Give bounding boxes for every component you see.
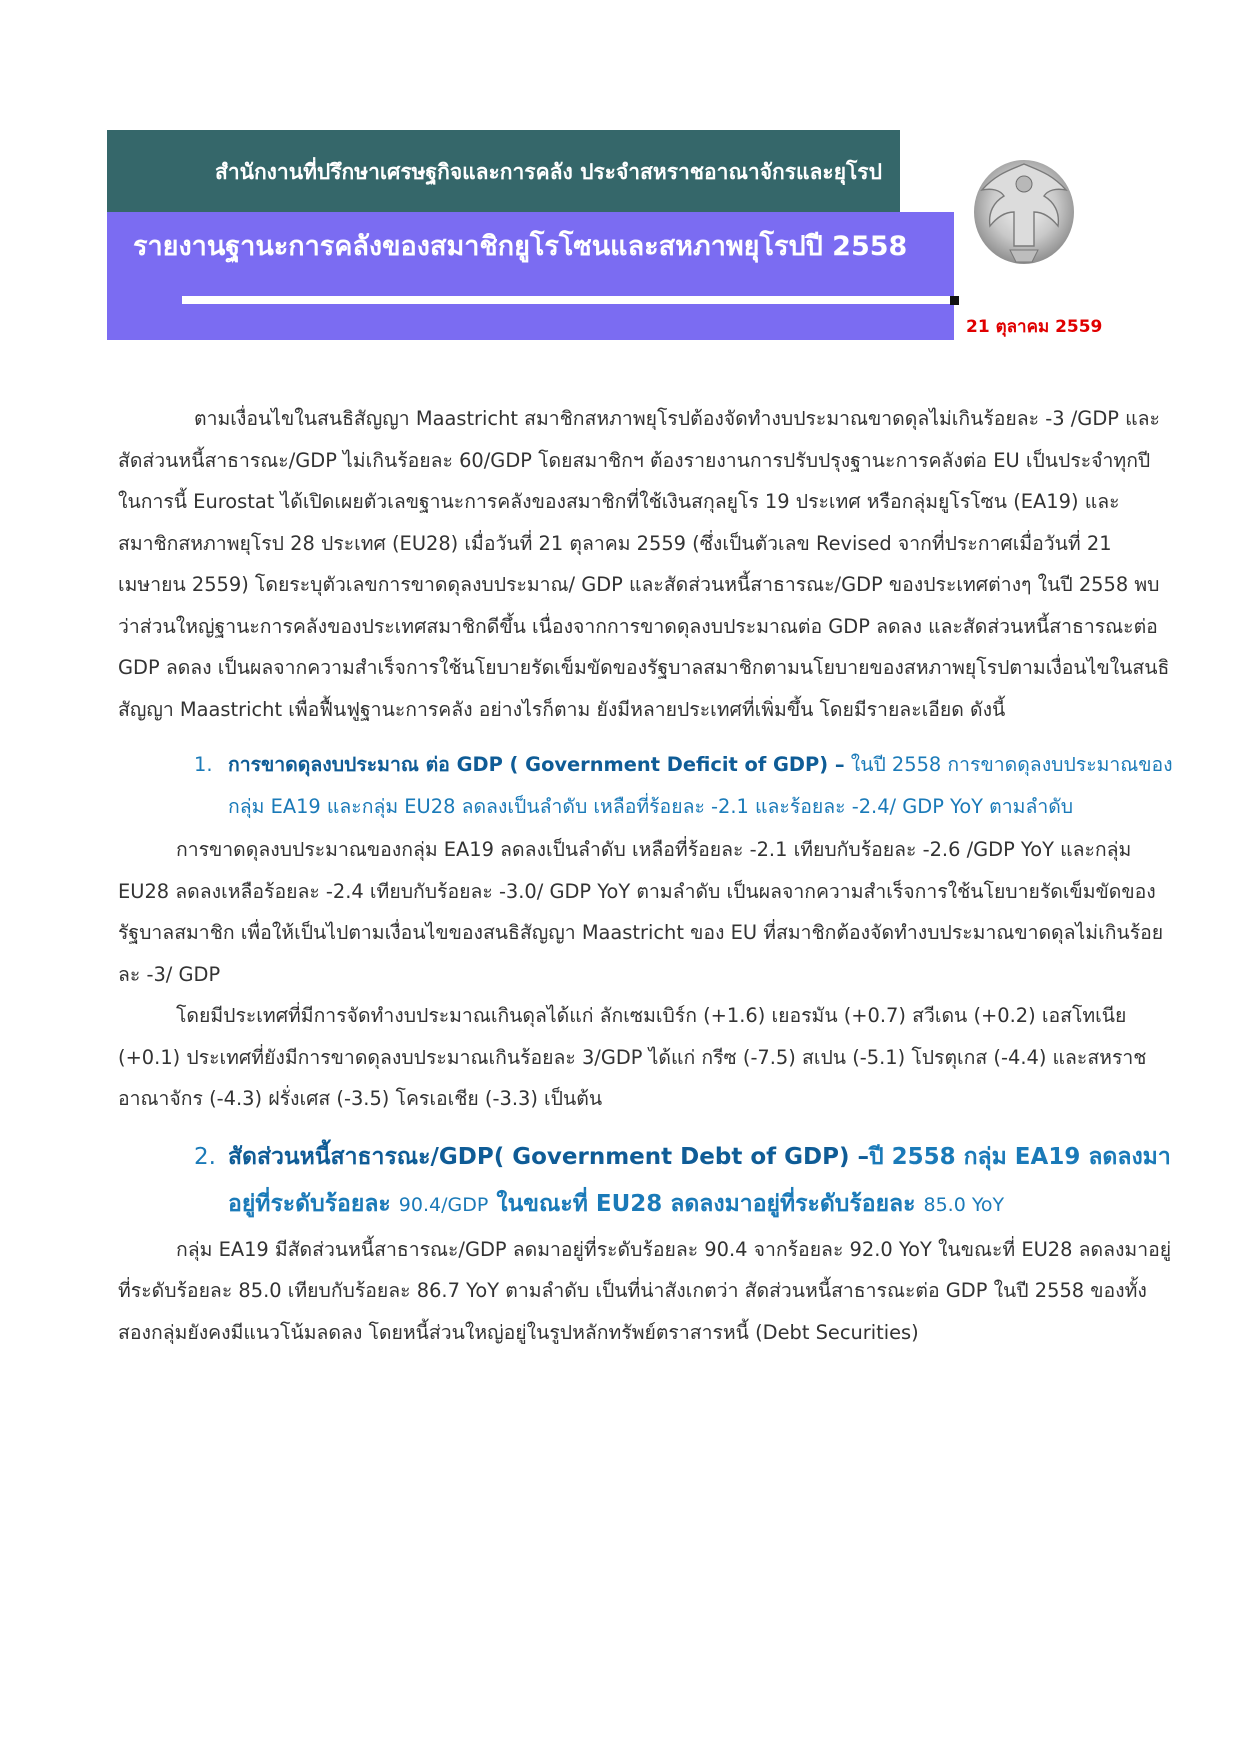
section-1 bbox=[118, 744, 1178, 827]
section-2-summary-a: ปี 2558 กลุ่ม EA19 ลดลงมาอยู่ที่ระดับร้อยละ bbox=[228, 1143, 1171, 1217]
report-date: 21 ตุลาคม 2559 bbox=[966, 317, 1103, 337]
report-title: รายงานฐานะการคลังของสมาชิกยูโรโซนและสหภาพยุโรปปี 2558 bbox=[133, 231, 908, 262]
header-rule bbox=[182, 296, 952, 304]
section-1-heading: การขาดดุลงบประมาณ ต่อ GDP ( Government Deficit of GDP) – bbox=[228, 753, 845, 776]
report-body bbox=[118, 398, 1178, 1353]
intro-paragraph: ตามเงื่อนไขในสนธิสัญญา Maastricht สมาชิกสหภาพยุโรปต้องจัดทำงบประมาณขาดดุลไม่เกินร้อยละ -3 /GDP และสัดส่วนหนี้สาธารณะ/GDP ไม่เกินร้อยละ 60/GDP โดยสมาชิกฯ ต้องรายงานการปรับปรุงฐานะการคลังต่อ EU เป็นประจำทุกปี ในการนี้ Eurostat ได้เปิดเผยตัวเลขฐานะการคลังของสมาชิกที่ใช้เงินสกุลยูโร 19 ประเทศ หรือกลุ่มยูโรโซน (EA19) และสมาชิกสหภาพยุโรป 28 ประเทศ (EU28) เมื่อวันที่ 21 ตุลาคม 2559 (ซึ่งเป็นตัวเลข Revised จากที่ประกาศเมื่อวันที่ 21 เมษายน 2559) โดยระบุตัวเลขการขาดดุลงบประมาณ/ GDP และสัดส่วนหนี้สาธารณะ/GDP ของประเทศต่างๆ ในปี 2558 พบว่าส่วนใหญ่ฐานะการคลังของประเทศสมาชิกดีขึ้น เนื่องจากการขาดดุลงบประมาณต่อ GDP ลดลง และสัดส่วนหนี้สาธารณะต่อ GDP ลดลง เป็นผลจากความสำเร็จการใช้นโยบายรัดเข็มขัดของรัฐบาลสมาชิกตามนโยบายของสหภาพยุโรปตามเงื่อนไขในสนธิสัญญา Maastricht เพื่อฟื้นฟูฐานะการคลัง อย่างไรก็ตาม ยังมีหลายประเทศที่เพิ่มขึ้น โดยมีรายละเอียด ดังนี้ bbox=[118, 407, 1170, 721]
office-name: สำนักงานที่ปรึกษาเศรษฐกิจและการคลัง ประจำสหราชอาณาจักรและยุโรป bbox=[215, 160, 882, 184]
debt-paragraph: กลุ่ม EA19 มีสัดส่วนหนี้สาธารณะ/GDP ลดมาอยู่ที่ระดับร้อยละ 90.4 จากร้อยละ 92.0 YoY ในขณะที่ EU28 ลดลงมาอยู่ที่ระดับร้อยละ 85.0 เทียบกับร้อยละ 86.7 YoY ตามลำดับ เป็นที่น่าสังเกตว่า สัดส่วนหนี้สาธารณะต่อ GDP ในปี 2558 ของทั้งสองกลุ่มยังคงมีแนวโน้มลดลง โดยหนี้ส่วนใหญ่อยู่ในรูปหลักทรัพย์ตราสารหนี้ (Debt Securities) bbox=[118, 1237, 1172, 1344]
country-deficit-paragraph: โดยมีประเทศที่มีการจัดทำงบประมาณเกินดุลได้แก่ ลักเซมเบิร์ก (+1.6) เยอรมัน (+0.7) สวีเดน (+0.2) เอสโทเนีย (+0.1) ประเทศที่ยังมีการขาดดุลงบประมาณเกินร้อยละ 3/GDP ได้แก่ กรีซ (-7.5) สเปน (-5.1) โปรตุเกส (-4.4) และสหราชอาณาจักร (-4.3) ฝรั่งเศส (-3.5) โครเอเชีย (-3.3) เป็นต้น bbox=[118, 1004, 1147, 1110]
section-2-summary-d: 85.0 YoY bbox=[923, 1193, 1005, 1216]
section-1-number: 1. bbox=[194, 753, 213, 776]
deficit-paragraph: การขาดดุลงบประมาณของกลุ่ม EA19 ลดลงเป็นลำดับ เหลือที่ร้อยละ -2.1 เทียบกับร้อยละ -2.6 /GDP YoY และกลุ่ม EU28 ลดลงเหลือร้อยละ -2.4 เทียบกับร้อยละ -3.0/ GDP YoY ตามลำดับ เป็นผลจากความสำเร็จการใช้นโยบายรัดเข็มขัดของรัฐบาลสมาชิก เพื่อให้เป็นไปตามเงื่อนไขของสนธิสัญญา Maastricht ของ EU ที่สมาชิกต้องจัดทำงบประมาณขาดดุลไม่เกินร้อยละ -3/ GDP bbox=[118, 838, 1164, 986]
section-2-number: 2. bbox=[194, 1143, 216, 1170]
garuda-emblem-icon bbox=[970, 150, 1078, 268]
header-title-bar bbox=[107, 212, 954, 340]
section-2-heading: สัดส่วนหนี้สาธารณะ/GDP( Government Debt of GDP) – bbox=[228, 1143, 869, 1170]
section-2-summary-c: ในขณะที่ EU28 ลดลงมาอยู่ที่ระดับร้อยละ bbox=[488, 1190, 924, 1217]
header-rule-end bbox=[950, 296, 959, 305]
section-1-summary: ในปี 2558 การขาดดุลงบประมาณของกลุ่ม EA19 และกลุ่ม EU28 ลดลงเป็นลำดับ เหลือที่ร้อยละ -2.1 และร้อยละ -2.4/ GDP YoY ตามลำดับ bbox=[228, 753, 1173, 818]
section-2 bbox=[118, 1134, 1178, 1229]
section-2-summary-b: 90.4/GDP bbox=[398, 1193, 489, 1216]
header-office-bar bbox=[107, 130, 900, 212]
